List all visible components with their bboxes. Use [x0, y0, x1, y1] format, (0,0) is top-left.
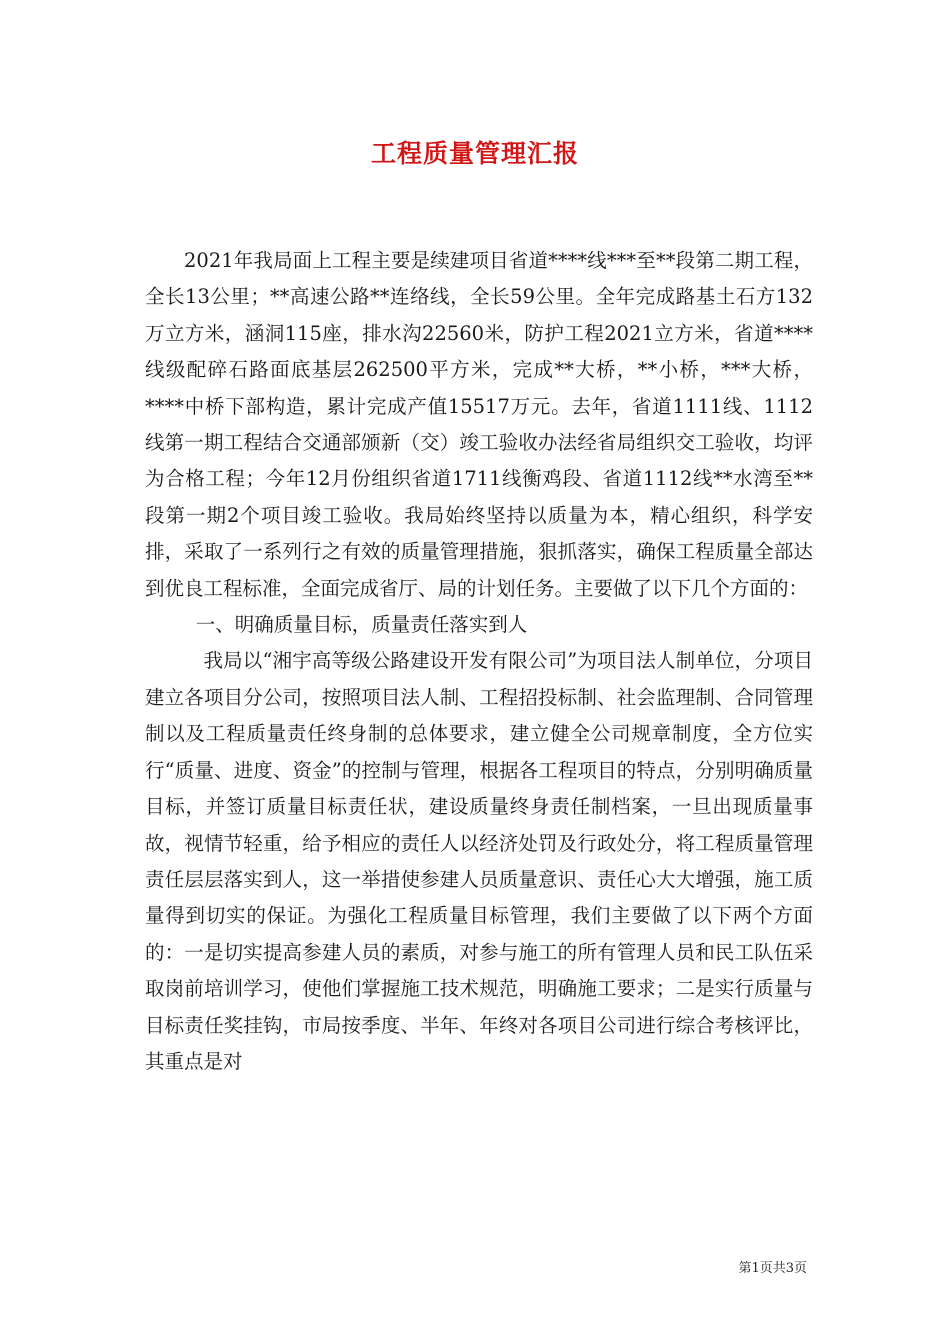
document-title: 工程质量管理汇报: [370, 139, 579, 168]
section-paragraph: 我局以“湘宇高等级公路建设开发有限公司”为项目法人制单位，分项目建立各项目分公司，按照项目法人制、工程招投标制、社会监理制、合同管理制以及工程质量责任终身制的总体要求，建立健全公司规章制度，全方位实行“质量、进度、资金”的控制与管理，根据各工程项目的特点，分别明确质量目标，并签订质量目标责任状，建设质量终身责任制档案，一旦出现质量事故，视情节轻重，给予相应的责任人以经济处罚及行政处分，将工程质量管理责任层层落实到人，这一举措使参建人员质量意识、责任心大大增强，施工质量得到切实的保证。为强化工程质量目标管理，我们主要做了以下两个方面的：一是切实提高参建人员的素质，对参与施工的所有管理人员和民工队伍采取岗前培训学习，使他们掌握施工技术规范，明确施工要求；二是实行质量与目标责任奖挂钩，市局按季度、半年、年终对各项目公司进行综合考核评比，其重点是对: [145, 649, 813, 1073]
section-heading: 一、明确质量目标，质量责任落实到人: [195, 613, 528, 637]
intro-paragraph: 2021年我局面上工程主要是续建项目省道****线***至**段第二期工程，全长13公里；**高速公路**连络线，全长59公里。全年完成路基土石方132万立方米，涵洞115座，排水沟22560米，防护工程2021立方米，省道****线级配碎石路面底基层262500平方米，完成**大桥，**小桥，***大桥，****中桥下部构造，累计完成产值15517万元。去年，省道1111线、1112线第一期工程结合交通部颁新（交）竣工验收办法经省局组织交工验收，均评为合格工程；今年12月份组织省道1711线衡鸡段、省道1112线**水湾至**段第一期2个项目竣工验收。我局始终坚持以质量为本，精心组织，科学安排，采取了一系列行之有效的质量管理措施，狠抓落实，确保工程质量全部达到优良工程标准，全面完成省厅、局的计划任务。主要做了以下几个方面的：: [145, 249, 813, 600]
page-number: 第1页共3页: [738, 1261, 807, 1276]
document-body: [145, 243, 813, 1080]
